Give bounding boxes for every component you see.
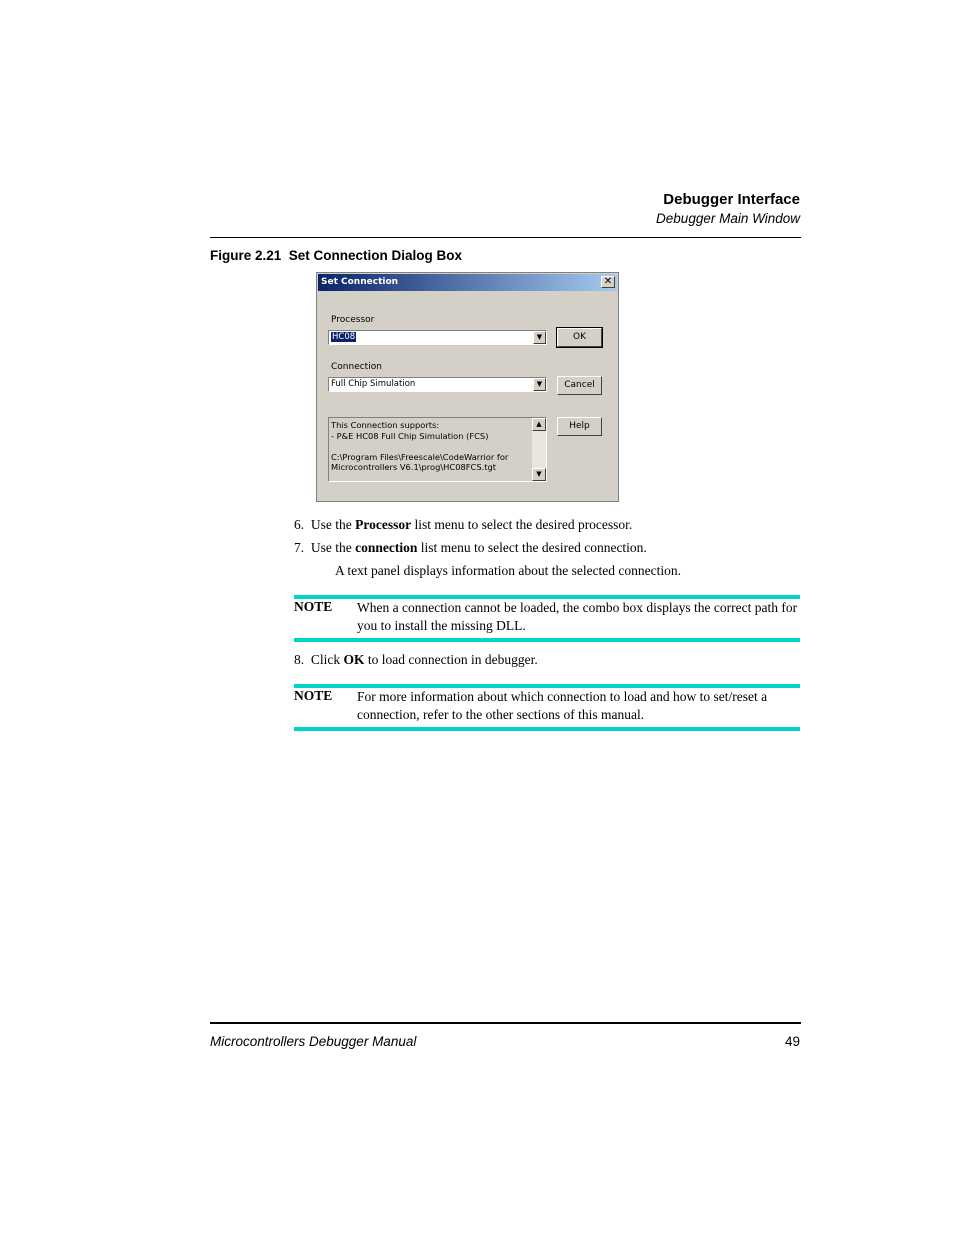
note-label: NOTE xyxy=(294,599,333,614)
connection-label: Connection xyxy=(331,362,382,372)
connection-info-panel xyxy=(328,417,547,482)
running-header-subtitle: Debugger Main Window xyxy=(656,211,800,226)
ok-button[interactable]: OK xyxy=(557,328,602,347)
set-connection-dialog xyxy=(316,272,619,502)
page-number: 49 xyxy=(784,1034,800,1049)
scroll-up-icon[interactable]: ▲ xyxy=(532,418,546,431)
connection-info-text: This Connection supports: - P&E HC08 Full Chip Simulation (FCS) C:\Program Files\Freescale\CodeWarrior for Microcontrollers V6.1\prog\HC08FCS.tgt xyxy=(331,420,509,472)
note-text: For more information about which connection to load and how to set/reset a connection, refer to the other sections of this manual. xyxy=(357,689,768,722)
footer-rule xyxy=(210,1022,801,1024)
running-header-title: Debugger Interface xyxy=(663,191,800,208)
header-rule xyxy=(210,237,801,238)
processor-combo[interactable] xyxy=(328,330,547,345)
note-rule-bottom xyxy=(294,727,800,731)
chevron-down-icon[interactable]: ▼ xyxy=(533,331,546,344)
figure-caption: Figure 2.21 Set Connection Dialog Box xyxy=(210,248,463,263)
chevron-down-icon[interactable]: ▼ xyxy=(533,378,546,391)
step-8: 8. Click OK to load connection in debugger. xyxy=(294,652,538,667)
step-7-followup: A text panel displays information about the selected connection. xyxy=(335,563,682,578)
cancel-button[interactable]: Cancel xyxy=(557,376,602,395)
step-6: 6. Use the Processor list menu to select the desired processor. xyxy=(294,517,633,532)
processor-value: HC08 xyxy=(332,332,356,342)
step-7: 7. Use the connection list menu to select the desired connection. xyxy=(294,540,647,555)
processor-label: Processor xyxy=(331,315,375,325)
scroll-down-icon[interactable]: ▼ xyxy=(532,468,546,481)
dialog-title-bar xyxy=(318,274,617,291)
note-label: NOTE xyxy=(294,688,333,703)
note-rule-bottom xyxy=(294,638,800,642)
info-scrollbar[interactable] xyxy=(532,418,546,481)
dialog-title: Set Connection xyxy=(321,277,399,287)
connection-combo[interactable] xyxy=(328,377,547,392)
note-text: When a connection cannot be loaded, the combo box displays the correct path for you to install the missing DLL. xyxy=(357,600,798,633)
footer-title: Microcontrollers Debugger Manual xyxy=(210,1034,417,1049)
connection-value: Full Chip Simulation xyxy=(331,379,416,389)
help-button[interactable]: Help xyxy=(557,417,602,436)
close-icon[interactable]: ✕ xyxy=(601,276,615,288)
